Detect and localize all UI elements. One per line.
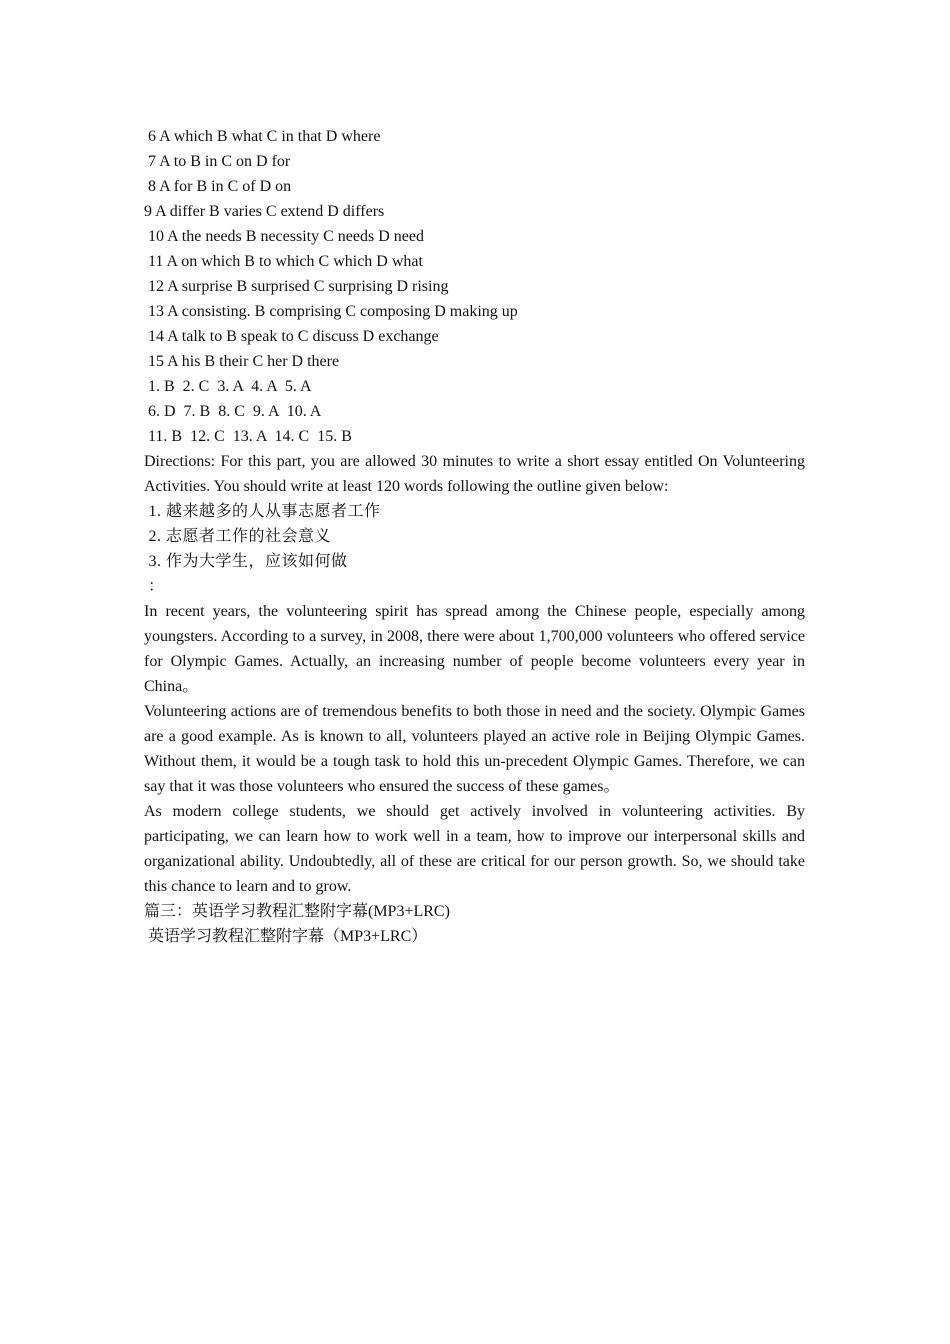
- option-line-8: 8 A for B in C of D on: [144, 178, 292, 195]
- essay-paragraph-1: In recent years, the volunteering spirit has spread among the Chinese people, especially among youngsters. According to a survey, in 2008, there were about 1,700,000 volunteers who offered service for Olympic Games. Actually, an increasing number of people become volunteers every year in China。: [144, 603, 805, 695]
- outline-item-3: 3. 作为大学生，应该如何做: [144, 553, 348, 570]
- outline-item-1: 1. 越来越多的人从事志愿者工作: [144, 503, 381, 520]
- answer-key-line-2: 6. D 7. B 8. C 9. A 10. A: [144, 403, 322, 420]
- option-line-12: 12 A surprise B surprised C surprising D rising: [144, 278, 449, 295]
- option-line-15: 15 A his B their C her D there: [144, 353, 340, 370]
- section-subheading: 英语学习教程汇整附字幕（MP3+LRC）: [144, 928, 428, 945]
- option-line-10: 10 A the needs B necessity C needs D need: [144, 228, 424, 245]
- outline-item-2: 2. 志愿者工作的社会意义: [144, 528, 332, 545]
- colon-line: ：: [144, 578, 165, 595]
- option-line-9: 9 A differ B varies C extend D differs: [144, 203, 385, 220]
- essay-paragraph-2: Volunteering actions are of tremendous benefits to both those in need and the society. Olympic Games are a good example. As is known to all, volunteers played an active role in Beijing Olympic Games. Without them, it would be a tough task to hold this un-precedent Olympic Games. Therefore, we can say that it was those volunteers who ensured the success of these games。: [144, 703, 805, 795]
- option-line-13: 13 A consisting. B comprising C composing D making up: [144, 303, 518, 320]
- option-line-6: 6 A which B what C in that D where: [144, 128, 381, 145]
- option-line-11: 11 A on which B to which C which D what: [144, 253, 423, 270]
- option-line-7: 7 A to B in C on D for: [144, 153, 291, 170]
- option-line-14: 14 A talk to B speak to C discuss D exchange: [144, 328, 439, 345]
- essay-paragraph-3: As modern college students, we should get actively involved in volunteering activities. By participating, we can learn how to work well in a team, how to improve our interpersonal skills and organizational ability. Undoubtedly, all of these are critical for our person growth. So, we should take this chance to learn and to grow.: [144, 803, 805, 895]
- document-page: [144, 124, 805, 949]
- section-heading: 篇三：英语学习教程汇整附字幕(MP3+LRC): [144, 903, 450, 920]
- directions-paragraph: Directions: For this part, you are allowed 30 minutes to write a short essay entitled On Volunteering Activities. You should write at least 120 words following the outline given below:: [144, 453, 805, 495]
- answer-key-line-1: 1. B 2. C 3. A 4. A 5. A: [144, 378, 312, 395]
- answer-key-line-3: 11. B 12. C 13. A 14. C 15. B: [144, 428, 352, 445]
